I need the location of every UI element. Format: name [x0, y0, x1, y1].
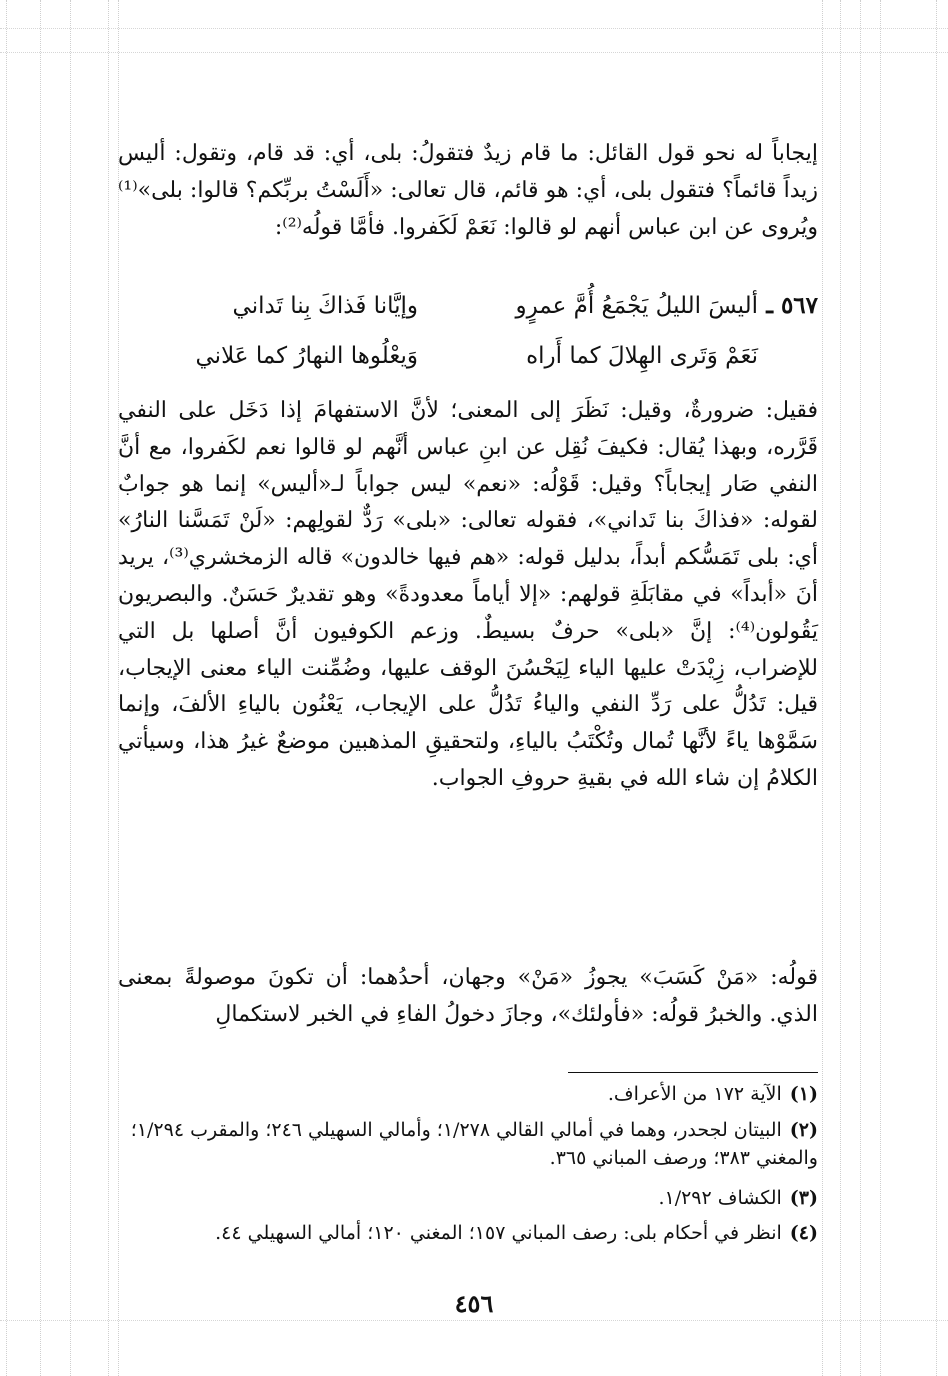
scan-guide-line — [40, 0, 41, 1376]
footnote-text: البيتان لجحدر، وهما في أمالي القالي ١/٢٧٨؛ وأمالي السهيلي ٢٤٦؛ والمقرب ١/٢٩٤؛ والمغني ٣٨٣؛ ورصف المباني ٣٦٥. — [130, 1119, 818, 1169]
footnote — [118, 1080, 818, 1108]
footnote-number: (٣) — [789, 1187, 818, 1209]
scan-guide-line — [108, 0, 109, 1376]
scan-guide-line — [6, 0, 7, 1376]
footnote-text: انظر في أحكام بلى: رصف المباني ١٥٧؛ المغني ١٢٠؛ أمالي السهيلي ٤٤. — [215, 1222, 782, 1244]
paragraph-3: قولُه: «مَنْ كَسَبَ» يجوزُ «مَنْ» وجهان، أحدُهما: أن تكونَ موصولةً بمعنى الذي. والخبرُ قولُه: «فأولئك»، وجازَ دخولُ الفاءِ في الخبر لاستكمالِ — [118, 965, 818, 1027]
verse-line-1 — [118, 284, 818, 328]
footnote — [118, 1184, 818, 1212]
footnote-text: الكشاف ١/٢٩٢. — [658, 1187, 782, 1209]
paragraph-1: إيجاباً له نحو قول القائل: ما قام زيدٌ فتقولُ: بلى، أي: قد قام، وتقول: أليس زيداً قائماً؟ فتقول بلى، أي: هو قائم، قال تعالى: «أَلَسْتُ بربِّكم؟ قالوا: بلى»⁽¹⁾ ويُروى عن ابن عباس أنهم لو قالوا: نَعَمْ لَكَفروا. فأمَّا قولُه⁽²⁾: — [118, 141, 818, 240]
verse-1-first-hemistich: أليسَ الليلُ يَجْمَعُ أُمَّ عمرٍو — [515, 293, 758, 319]
verse-1-second-hemistich: وإيَّانا فَذاكَ بِنا تَداني — [232, 293, 418, 319]
verse-2-second-hemistich: وَيعْلُوها النهارُ كما عَلاني — [195, 343, 418, 369]
footnote-number: (٢) — [789, 1119, 818, 1141]
scan-guide-line — [0, 28, 948, 29]
footnote-separator — [568, 1072, 818, 1073]
footnote — [118, 1116, 818, 1172]
page-number: ٤٥٦ — [454, 1289, 494, 1318]
footnote-number: (١) — [789, 1083, 818, 1105]
scan-guide-line — [860, 0, 861, 1376]
verse-2-first-hemistich: نَعَمْ وَتَرى الهِلالَ كما أَراه — [526, 343, 758, 369]
footnote-text: الآية ١٧٢ من الأعراف. — [607, 1083, 782, 1105]
footnote — [118, 1219, 818, 1247]
scan-guide-line — [70, 0, 71, 1376]
footnote-number: (٤) — [789, 1222, 818, 1244]
scan-guide-line — [0, 1320, 948, 1321]
scan-guide-line — [840, 0, 841, 1376]
scan-guide-line — [880, 0, 881, 1376]
scan-guide-line — [0, 52, 948, 53]
verse-number: ٥٦٧ ـ — [766, 292, 818, 319]
paragraph-2: فقيل: ضرورةٌ، وقيل: نَظَرَ إلى المعنى؛ لأنَّ الاستفهامَ إذا دَخَل على النفي قَرَّره، وبهذا يُقال: فكيفَ نُقِل عن ابنِ عباس أنَّهم لو قالوا نعم لكَفروا، مع أنَّ النفي صَار إيجاباً؟ وقيل: قَوْلُه: «نعم» ليس جواباً لـ«أليس» إنما هو جوابٌ لقوله: «فذاكَ بنا تَداني»، فقوله تعالى: «بلى» رَدٌّ لقولِهم: «لَنْ تَمَسَّنا النارُ» أي: بلى تَمَسُّكم أبداً، بدليل قوله: «هم فيها خالدون» قاله الزمخشري⁽³⁾، يريد أنَ «أبداً» في مقابَلَةِ قولهم: «إلا أياماً معدودةً» وهو تقديرٌ حَسَنٌ. والبصريون يَقُولون⁽⁴⁾: إنَّ «بلى» حرفٌ بسيطٌ. وزعم الكوفيون أنَّ أصلها بل التي للإضراب، زِيْدَتْ عليها الياء لِيَحْسُنَ الوقف عليها، وضُمِّنت الياء معنى الإيجاب، قيل: تَدُلُّ على رَدِّ النفي والياءُ تَدُلُّ على الإيجاب، يَعْنُون بالياءِ الألفَ، وإنما سَمَّوْها ياءً لأنَّها تُمال وتُكْتَبُ بالياءِ، ولتحقيقِ المذهبين موضعٌ غيرُ هذا، وسيأتي الكلامُ إن شاء الله في بقيةِ حروفِ الجواب. — [118, 398, 818, 791]
scan-guide-line — [822, 0, 823, 1376]
scan-guide-line — [936, 0, 937, 1376]
verse-line-2 — [118, 334, 818, 378]
